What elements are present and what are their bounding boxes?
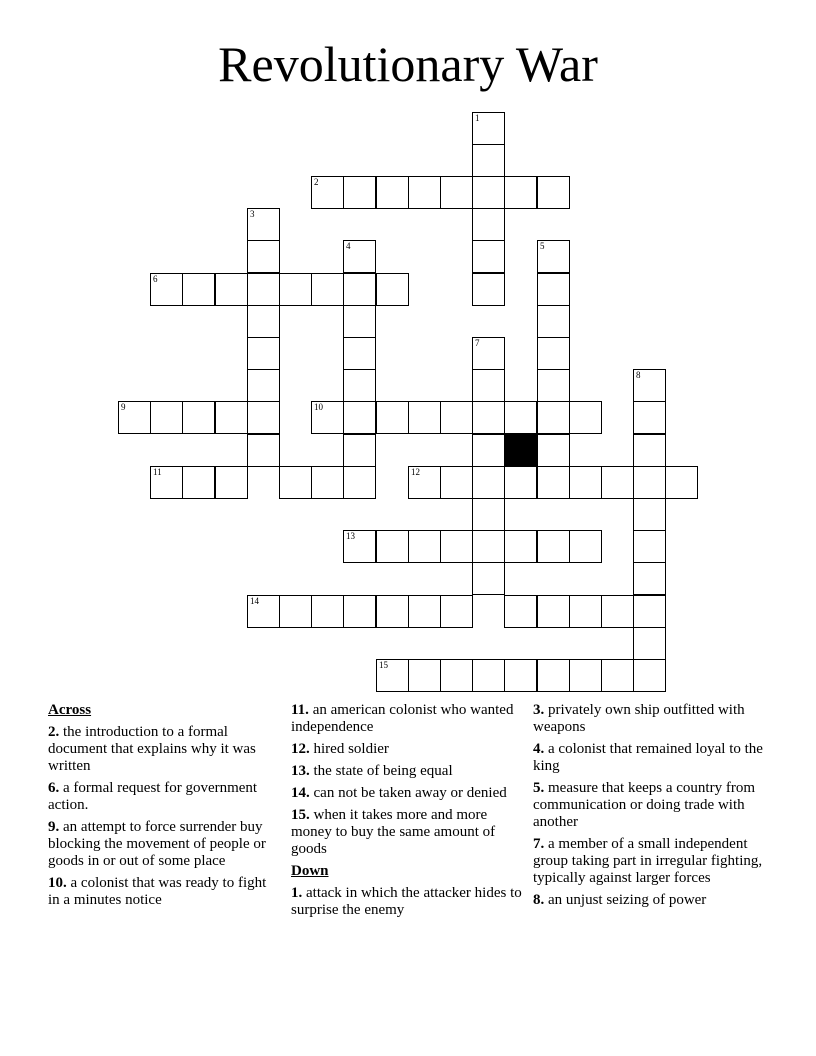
grid-cell[interactable] — [537, 305, 570, 338]
grid-cell[interactable] — [343, 595, 376, 628]
down-clues — [291, 885, 523, 919]
grid-cell[interactable] — [537, 401, 570, 434]
clue-text: a colonist that was ready to fight in a minutes notice — [48, 875, 267, 908]
grid-cell[interactable] — [537, 595, 570, 628]
clue-number: 9. — [48, 819, 60, 835]
grid-cell[interactable] — [633, 659, 666, 692]
grid-cell[interactable] — [472, 434, 505, 467]
grid-cell[interactable] — [247, 369, 280, 402]
grid-cell[interactable] — [472, 337, 505, 370]
grid-cell[interactable] — [472, 466, 505, 499]
grid-cell[interactable] — [537, 176, 570, 209]
clue-number: 12 — [411, 467, 420, 477]
grid-cell[interactable] — [376, 176, 409, 209]
grid-cell[interactable] — [150, 401, 183, 434]
grid-cell[interactable] — [150, 466, 183, 499]
grid-cell[interactable] — [408, 595, 441, 628]
clue-number: 11 — [153, 467, 162, 477]
clue — [48, 780, 280, 814]
clue — [533, 702, 765, 736]
grid-cell[interactable] — [343, 176, 376, 209]
grid-cell[interactable] — [376, 530, 409, 563]
grid-cell[interactable] — [343, 369, 376, 402]
grid-cell[interactable] — [472, 176, 505, 209]
grid-cell[interactable] — [408, 466, 441, 499]
grid-cell[interactable] — [569, 466, 602, 499]
clue-text: a colonist that remained loyal to the king — [533, 741, 763, 774]
clue — [533, 741, 765, 775]
clue-text: hired soldier — [309, 741, 389, 757]
grid-cell[interactable] — [472, 144, 505, 177]
clue-number: 8 — [636, 370, 641, 380]
clue-number: 13 — [346, 531, 355, 541]
clue — [291, 741, 523, 758]
grid-cell[interactable] — [247, 595, 280, 628]
clue-number: 15 — [379, 660, 388, 670]
clue — [533, 836, 765, 887]
grid-cell[interactable] — [472, 498, 505, 531]
clue-text: the state of being equal — [309, 763, 453, 779]
clue-number: 3. — [533, 702, 545, 718]
clue-text: an attempt to force surrender buy blocking the movement of people or goods in or out of some place — [48, 819, 266, 869]
grid-cell[interactable] — [504, 530, 537, 563]
grid-cell[interactable] — [472, 240, 505, 273]
clue — [291, 785, 523, 802]
clue-number: 5 — [540, 241, 545, 251]
grid-cell[interactable] — [215, 273, 248, 306]
grid-cell[interactable] — [633, 434, 666, 467]
down-header: Down — [291, 863, 329, 879]
grid-cell[interactable] — [504, 595, 537, 628]
clue-text: can not be taken away or denied — [309, 785, 507, 801]
black-cell — [504, 434, 537, 467]
grid-cell[interactable] — [472, 112, 505, 145]
grid-cell[interactable] — [440, 530, 473, 563]
grid-cell[interactable] — [569, 530, 602, 563]
grid-cell[interactable] — [343, 337, 376, 370]
clue — [533, 892, 765, 909]
clue — [533, 780, 765, 831]
grid-cell[interactable] — [311, 466, 344, 499]
across-clues — [48, 724, 280, 909]
grid-cell[interactable] — [343, 530, 376, 563]
clue-text: an american colonist who wanted independence — [291, 702, 514, 735]
grid-cell[interactable] — [279, 595, 312, 628]
grid-cell[interactable] — [408, 176, 441, 209]
grid-cell[interactable] — [408, 659, 441, 692]
grid-cell[interactable] — [472, 273, 505, 306]
clue-text: an unjust seizing of power — [544, 892, 707, 908]
page-title: Revolutionary War — [218, 36, 598, 92]
clue-text: attack in which the attacker hides to surprise the enemy — [291, 885, 522, 918]
grid-cell[interactable] — [633, 627, 666, 660]
grid-cell[interactable] — [440, 659, 473, 692]
clue-column-1 — [48, 702, 280, 914]
clue-number: 1. — [291, 885, 303, 901]
grid-cell[interactable] — [472, 208, 505, 241]
down-clues-continued — [533, 702, 765, 909]
grid-cell[interactable] — [601, 595, 634, 628]
clue-text: the introduction to a formal document that explains why it was written — [48, 724, 256, 774]
clue-text: measure that keeps a country from communication or doing trade with another — [533, 780, 756, 830]
grid-cell[interactable] — [537, 337, 570, 370]
grid-cell[interactable] — [343, 401, 376, 434]
grid-cell[interactable] — [247, 401, 280, 434]
grid-cell[interactable] — [247, 305, 280, 338]
grid-cell[interactable] — [633, 530, 666, 563]
grid-cell[interactable] — [537, 273, 570, 306]
clue-number: 2 — [314, 177, 319, 187]
grid-cell[interactable] — [376, 595, 409, 628]
clue-column-2 — [291, 702, 523, 924]
clue-number: 5. — [533, 780, 545, 796]
clue-number: 4 — [346, 241, 351, 251]
grid-cell[interactable] — [247, 240, 280, 273]
grid-cell[interactable] — [215, 401, 248, 434]
grid-cell[interactable] — [537, 240, 570, 273]
grid-cell[interactable] — [633, 466, 666, 499]
grid-cell[interactable] — [118, 401, 151, 434]
clue-number: 3 — [250, 209, 255, 219]
grid-cell[interactable] — [343, 273, 376, 306]
grid-cell[interactable] — [376, 401, 409, 434]
clue-number: 10 — [314, 402, 323, 412]
grid-cell[interactable] — [376, 659, 409, 692]
clue-number: 14. — [291, 785, 310, 801]
grid-cell[interactable] — [182, 273, 215, 306]
grid-cell[interactable] — [440, 401, 473, 434]
grid-cell[interactable] — [504, 401, 537, 434]
clue-text: a member of a small independent group taking part in irregular fighting, typically against larger forces — [533, 836, 763, 886]
clue-number: 12. — [291, 741, 310, 757]
grid-cell[interactable] — [537, 659, 570, 692]
grid-cell[interactable] — [472, 562, 505, 595]
grid-cell[interactable] — [569, 595, 602, 628]
clue-number: 9 — [121, 402, 126, 412]
grid-cell[interactable] — [633, 369, 666, 402]
grid-cell[interactable] — [440, 595, 473, 628]
grid-cell[interactable] — [537, 369, 570, 402]
grid-cell[interactable] — [247, 208, 280, 241]
grid-cell[interactable] — [343, 434, 376, 467]
grid-cell[interactable] — [569, 401, 602, 434]
clue-number: 13. — [291, 763, 310, 779]
clue-number: 10. — [48, 875, 67, 891]
grid-cell[interactable] — [182, 401, 215, 434]
clue — [291, 807, 523, 858]
across-header: Across — [48, 702, 92, 718]
clue-number: 2. — [48, 724, 60, 740]
grid-cell[interactable] — [665, 466, 698, 499]
clue — [291, 763, 523, 780]
grid-cell[interactable] — [343, 240, 376, 273]
grid-cell[interactable] — [472, 369, 505, 402]
grid-cell[interactable] — [408, 401, 441, 434]
grid-cell[interactable] — [633, 562, 666, 595]
clue-text: a formal request for government action. — [48, 780, 258, 813]
grid-cell[interactable] — [537, 530, 570, 563]
clue — [48, 875, 280, 909]
clue-number: 4. — [533, 741, 545, 757]
clue-text: when it takes more and more money to buy the same amount of goods — [291, 807, 496, 857]
grid-cell[interactable] — [440, 176, 473, 209]
grid-cell[interactable] — [343, 466, 376, 499]
clue-number: 14 — [250, 596, 259, 606]
grid-cell[interactable] — [279, 466, 312, 499]
clue-number: 11. — [291, 702, 309, 718]
grid-cell[interactable] — [504, 176, 537, 209]
clue-number: 6. — [48, 780, 60, 796]
across-clues-continued — [291, 702, 523, 858]
grid-cell[interactable] — [537, 434, 570, 467]
grid-cell[interactable] — [376, 273, 409, 306]
grid-cell[interactable] — [504, 466, 537, 499]
grid-cell[interactable] — [472, 530, 505, 563]
grid-cell[interactable] — [150, 273, 183, 306]
grid-cell[interactable] — [633, 595, 666, 628]
grid-cell[interactable] — [215, 466, 248, 499]
clue-number: 7. — [533, 836, 545, 852]
grid-cell[interactable] — [472, 401, 505, 434]
clue — [48, 724, 280, 775]
clue — [48, 819, 280, 870]
grid-cell[interactable] — [569, 659, 602, 692]
grid-cell[interactable] — [343, 305, 376, 338]
grid-cell[interactable] — [537, 466, 570, 499]
grid-cell[interactable] — [311, 595, 344, 628]
grid-cell[interactable] — [247, 337, 280, 370]
clue — [291, 885, 523, 919]
grid-cell[interactable] — [440, 466, 473, 499]
clue-number: 8. — [533, 892, 545, 908]
grid-cell[interactable] — [279, 273, 312, 306]
grid-cell[interactable] — [311, 176, 344, 209]
grid-cell[interactable] — [601, 466, 634, 499]
clue — [291, 702, 523, 736]
grid-cell[interactable] — [633, 498, 666, 531]
grid-cell[interactable] — [311, 273, 344, 306]
grid-cell[interactable] — [408, 530, 441, 563]
grid-cell[interactable] — [601, 659, 634, 692]
clue-number: 15. — [291, 807, 310, 823]
clue-number: 6 — [153, 274, 158, 284]
clue-number: 7 — [475, 338, 480, 348]
grid-cell[interactable] — [247, 273, 280, 306]
clue-column-3 — [533, 702, 765, 914]
grid-cell[interactable] — [504, 659, 537, 692]
clue-number: 1 — [475, 113, 480, 123]
grid-cell[interactable] — [633, 401, 666, 434]
grid-cell[interactable] — [247, 434, 280, 467]
grid-cell[interactable] — [472, 659, 505, 692]
clue-text: privately own ship outfitted with weapons — [533, 702, 745, 735]
grid-cell[interactable] — [311, 401, 344, 434]
grid-cell[interactable] — [182, 466, 215, 499]
